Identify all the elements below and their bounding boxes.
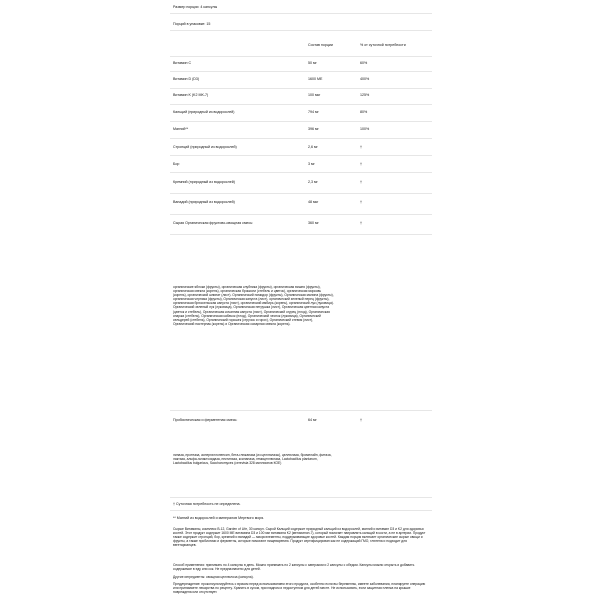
divider <box>170 214 432 215</box>
nutrient-name: Ванадий (природный из водорослей) <box>173 200 235 204</box>
divider <box>170 234 432 235</box>
nutrient-daily-value: 80% <box>360 110 368 114</box>
divider <box>170 497 432 498</box>
nutrient-daily-value: † <box>360 200 362 204</box>
nutrient-amount: 1600 МЕ <box>308 77 323 81</box>
nutrient-amount: 48 мкг <box>308 200 319 204</box>
nutrient-name: Магний** <box>173 127 189 131</box>
divider <box>170 410 432 411</box>
nutrient-amount: 360 мг <box>308 221 319 225</box>
nutrient-amount: 50 мг <box>308 61 317 65</box>
divider <box>170 121 432 122</box>
nutrient-amount: 100 мкг <box>308 93 321 97</box>
nutrient-daily-value: † <box>360 221 362 225</box>
column-header-daily-value: % от суточной потребности <box>360 43 406 47</box>
nutrient-name: Витамин C <box>173 61 192 65</box>
divider <box>170 56 432 57</box>
nutrient-name: Бор <box>173 162 180 166</box>
fruit-vegetable-blend-ingredients: органические яблоки (фрукты), органическая клубника (фрукты), органическая вишня (фрукты), органическая свекла (корень), органическая брокколи (стебель и цветок), органическая морковь (корень), органический шпинат (лист). Органический помидор (фрукты), Органическая малина (фрукты), органическая черника (фрукты), Органическая капуста (лист), органический зеленый перец (фрукты), органическая брюссельская капуста (лист), органический имбирь (корень), органический лук (луковица). Органический зеленый лук (луковица), Органическая петрушка (лист), Органическая цветная капуста (цветок и стебель), Органическая кочанная капуста (лист), Органический огурец (плод), Органическая спаржа (стебель), Органическая кабачок (плод), Органический чеснок (луковица), Органический сельдерей (стебель), Органический горошек (стручок и горох), Органический стевия (лист), Органический пастернак (корень) и Органическая сахарная свекла (корень). <box>173 285 334 326</box>
divider <box>170 193 432 194</box>
nutrient-daily-value: 400% <box>360 77 370 81</box>
supplement-facts-document <box>170 0 432 600</box>
nutrient-daily-value: † <box>360 145 362 149</box>
nutrient-amount: 3 мг <box>308 162 315 166</box>
divider <box>170 104 432 105</box>
column-header-amount: Состав порции <box>308 43 333 47</box>
nutrient-daily-value: † <box>360 162 362 166</box>
divider <box>170 71 432 72</box>
nutrient-daily-value: † <box>360 180 362 184</box>
nutrient-amount: 64 мг <box>308 418 317 422</box>
serving-size: Размер порции: 4 капсулы <box>173 5 218 9</box>
footnote: † Суточная потребность не определена. <box>173 502 241 506</box>
probiotic-blend-ingredients: липаза, протеаза, аспергиллопепсин, бета-глюканаза (из целлюлазы), целлюлаза, бромелайн, фитаза, лактаза, альфа-галактозидаза, пектиназа, ксиланаза, гемицеллюлаза, Lactobacillus plantarum, Lactobacillus bulgaricus, Saccharomyces (cerevisia 328 миллионов КОЕ) <box>173 453 332 466</box>
other-ingredients: Другие ингредиенты: овощная целлюлоза (капсула). <box>173 575 254 579</box>
nutrient-amount: 2,6 мг <box>308 145 318 149</box>
nutrient-daily-value: † <box>360 418 362 422</box>
divider <box>170 510 432 511</box>
usage-instructions: Способ применения: принимать по 4 капсулы в день. Можно принимать по 2 капсулы с завтраком и 2 капсулы с обедом. Капсулы можно открыть и добавить содержимое в еду или сок. Не предназначено для детей. <box>173 563 415 572</box>
nutrient-amount: 794 мг <box>308 110 319 114</box>
nutrient-daily-value: 100% <box>360 127 370 131</box>
nutrient-daily-value: 60% <box>360 61 368 65</box>
nutrient-name: Сырая Органическая фруктово-овощная смесь: <box>173 221 254 225</box>
footnote: ** Магний из водорослей и минералов Мертвого моря. <box>173 516 265 520</box>
nutrient-name: Кальций (природный из водорослей) <box>173 110 235 114</box>
divider <box>170 172 432 173</box>
nutrient-name: Витамин K (K2 MK-7) <box>173 93 209 97</box>
nutrient-amount: 2,3 мг <box>308 180 318 184</box>
nutrient-amount: 396 мг <box>308 127 319 131</box>
servings-per-container: Порций в упаковке: 15 <box>173 22 211 26</box>
nutrient-daily-value: 125% <box>360 93 370 97</box>
warnings: Предупреждение: проконсультируйтесь с врачом перед использованием этого продукта, особенно если вы беременны, имеете заболевания, планируете операцию или принимаете лекарства по рецепту. Хранить в сухом, прохладном и недоступном для детей месте. Не использовать, если защитная пленка на крышке повреждена или отсутствует. <box>173 582 426 595</box>
divider <box>170 155 432 156</box>
nutrient-name: Кремний (природный из водорослей) <box>173 180 235 184</box>
nutrient-name: Стронций (природный из водорослей) <box>173 145 237 149</box>
divider <box>170 13 432 14</box>
nutrient-name: Пробиотическая и ферментная смесь: <box>173 418 238 422</box>
divider <box>170 30 432 31</box>
divider <box>170 138 432 139</box>
divider <box>170 88 432 89</box>
product-description: Сырые Витамины, комплекс В-12, Garden of Life, 30 капсул. Сырой Кальций содержит природный кальций из водорослей, магний и витамин D3 и K2 для здоровья костей. Этот продукт содержит 1600 МЕ витамина D3 и 100 мкг витамина K2 (менахинон-7), который помогает направлять кальций в кости, а не в артерии. Продукт также содержит стронций, бор, кремний и ванадий — микроэлементы, поддерживающие здоровье костей. Каждая порция включает органические сырые овощи и фрукты, а также пробиотики и ферменты, которые помогают пищеварению. Продукт сертифицирован как не содержащий ГМО, глютена и подходит для вегетарианцев. <box>173 527 426 548</box>
nutrient-name: Витамин D (D3) <box>173 77 200 81</box>
